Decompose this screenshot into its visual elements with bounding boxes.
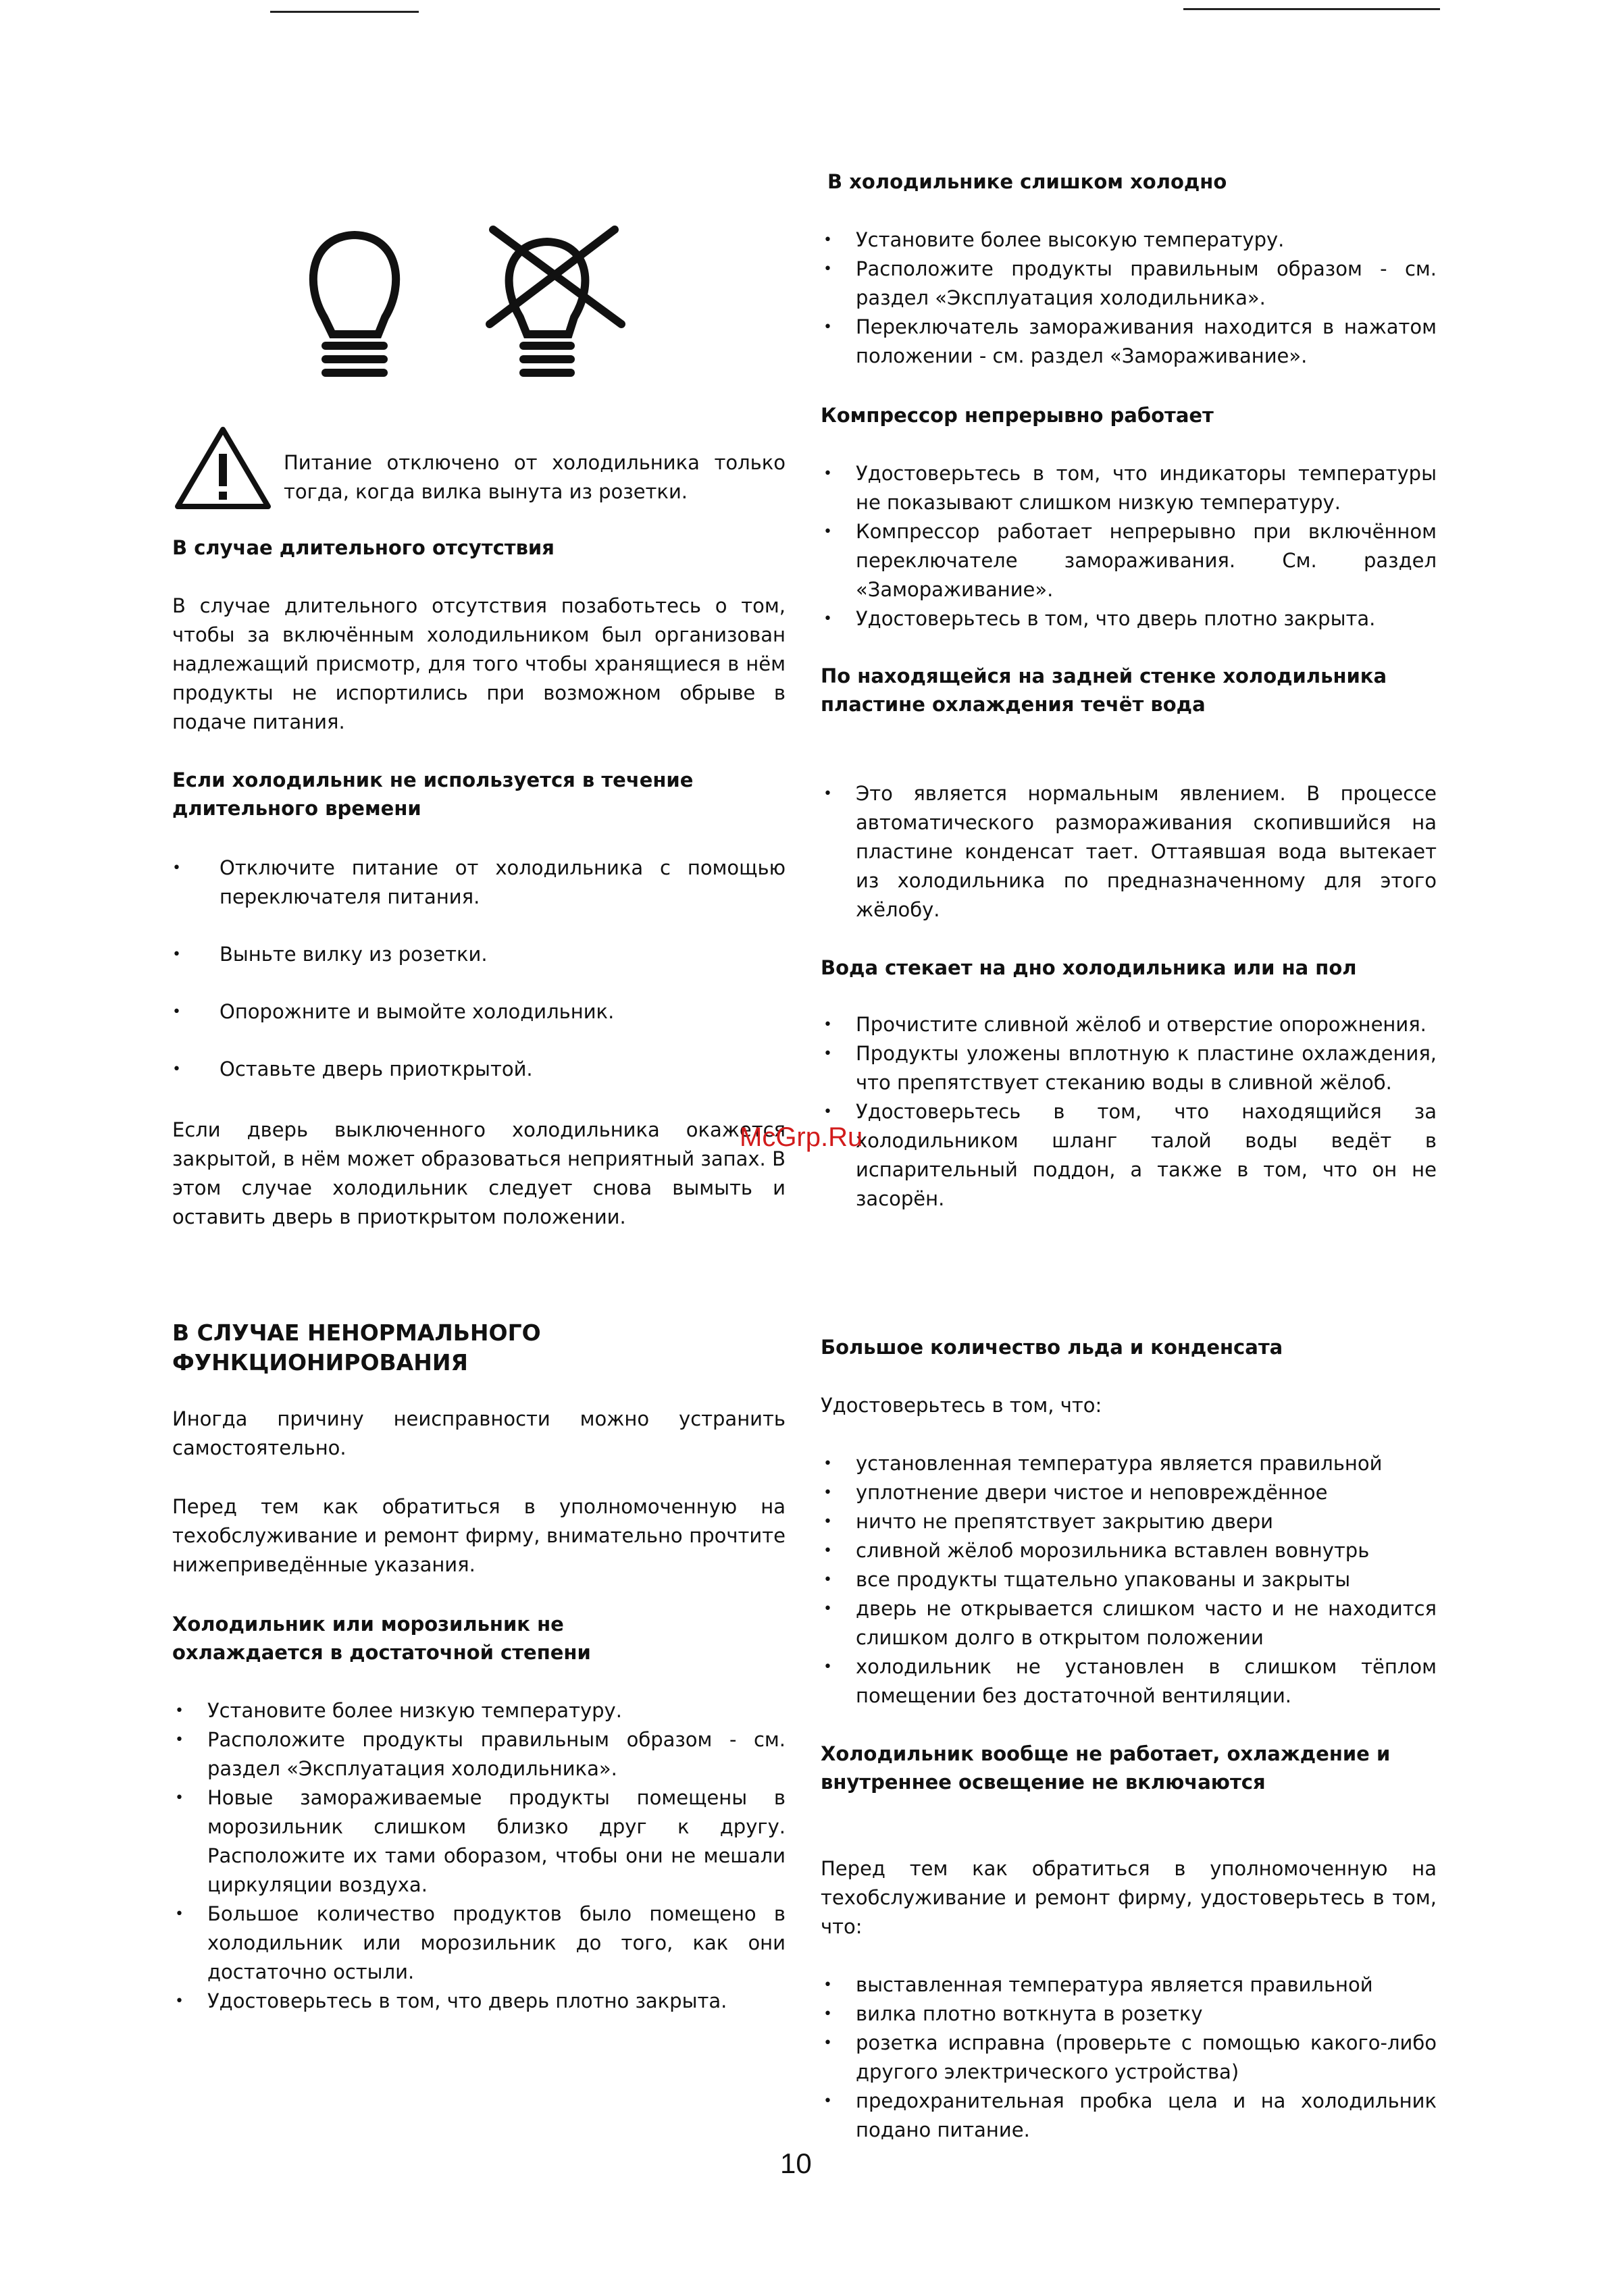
list-item: • розетка исправна (проверьте с помощью какого-либо другого электрического устройства) bbox=[823, 2031, 1437, 2083]
not-working-intro: Перед тем как обратиться в уполномоченную на техобслуживание и ремонт фирму, удостоверьтесь в том, что: bbox=[821, 1857, 1437, 1938]
list-item: • вилка плотно воткнута в розетку bbox=[823, 2002, 1203, 2025]
unused-heading: Если холодильник не используется в течение длительного времени bbox=[172, 768, 694, 820]
ice-list bbox=[821, 1449, 1437, 1711]
list-item: • Прочистите сливной жёлоб и отверстие опорожнения. bbox=[823, 1013, 1427, 1036]
top-rule-left bbox=[270, 11, 419, 13]
not-cooling-heading: Холодильник или морозильник не охлаждается в достаточной степени bbox=[172, 1613, 591, 1664]
not-working-list bbox=[821, 1971, 1437, 2145]
page-number: 10 bbox=[780, 2147, 812, 2179]
list-item: • предохранительная пробка цела и на холодильник подано питание. bbox=[823, 2089, 1437, 2141]
list-item: • выставленная температура является правильной bbox=[823, 1973, 1373, 1996]
absence-heading: В случае длительного отсутствия bbox=[172, 536, 555, 559]
list-item: • Оставьте дверь приоткрытой. bbox=[172, 1058, 533, 1080]
list-item: • Удостоверьтесь в том, что дверь плотно закрыта. bbox=[175, 1989, 727, 2012]
unused-list bbox=[172, 854, 786, 1112]
rear-water-heading: По находящейся на задней стенке холодильника пластине охлаждения течёт вода bbox=[821, 664, 1387, 716]
too-cold-heading: В холодильнике слишком холодно bbox=[827, 170, 1227, 193]
list-item: • Удостоверьтесь в том, что индикаторы температуры не показывают слишком низкую температуру. bbox=[823, 462, 1437, 514]
list-item: • Большое количество продуктов было помещено в холодильник или морозильник до того, как они достаточно остыли. bbox=[175, 1902, 786, 1983]
list-item: • уплотнение двери чистое и неповреждённое bbox=[823, 1481, 1328, 1504]
warning-triangle-icon bbox=[172, 424, 274, 512]
list-item: • установленная температура является правильной bbox=[823, 1452, 1383, 1475]
list-item: • Отключите питание от холодильника с помощью переключателя питания. bbox=[172, 856, 786, 908]
floor-water-list bbox=[821, 1010, 1437, 1214]
list-item: • Выньте вилку из розетки. bbox=[172, 943, 488, 966]
abnormal-p1: Иногда причину неисправности можно устранить самостоятельно. bbox=[172, 1407, 786, 1459]
list-item: • Удостоверьтесь в том, что дверь плотно закрыта. bbox=[823, 607, 1376, 630]
list-item: • Расположите продукты правильным образом - см. раздел «Эксплуатация холодильника». bbox=[175, 1728, 786, 1780]
bulb-illustration bbox=[297, 223, 648, 392]
bulb-on-icon bbox=[313, 235, 396, 373]
list-item: • Установите более низкую температуру. bbox=[175, 1699, 622, 1722]
rear-water-list bbox=[821, 779, 1437, 924]
list-item: • Продукты уложены вплотную к пластине охлаждения, что препятствует стеканию воды в сливной жёлоб. bbox=[823, 1042, 1437, 1094]
watermark: McGrp.Ru bbox=[740, 1122, 863, 1152]
not-working-heading: Холодильник вообще не работает, охлаждение и внутреннее освещение не включаются bbox=[821, 1742, 1391, 1794]
list-item: • Удостоверьтесь в том, что находящийся за холодильником шланг талой воды ведёт в испарительный поддон, а также в том, что он не засорён. bbox=[823, 1100, 1437, 1210]
list-item: • Компрессор работает непрерывно при включённом переключателе замораживания. См. раздел «Замораживание». bbox=[823, 520, 1437, 601]
list-item: • сливной жёлоб морозильника вставлен вовнутрь bbox=[823, 1539, 1370, 1562]
abnormal-p2: Перед тем как обратиться в уполномоченную на техобслуживание и ремонт фирму, внимательно прочтите нижеприведённые указания. bbox=[172, 1495, 786, 1576]
ice-intro: Удостоверьтесь в том, что: bbox=[821, 1394, 1102, 1417]
bulb-off-icon bbox=[490, 230, 621, 373]
list-item: • ничто не препятствует закрытию двери bbox=[823, 1510, 1273, 1533]
floor-water-heading: Вода стекает на дно холодильника или на пол bbox=[821, 956, 1357, 979]
light-bulb-icons bbox=[297, 223, 648, 392]
list-item: • Переключатель замораживания находится в нажатом положении - см. раздел «Замораживание». bbox=[823, 315, 1437, 367]
list-item: • Новые замораживаемые продукты помещены в морозильник слишком близко друг к другу. Расположите их тами оборазом, чтобы они не мешали циркуляции воздуха. bbox=[175, 1786, 786, 1896]
unused-note: Если дверь выключенного холодильника окажется закрытой, в нём может образоваться неприятный запах. В этом случае холодильник следует снова вымыть и оставить дверь в приоткрытом положении. bbox=[172, 1118, 786, 1228]
list-item: • холодильник не установлен в слишком тёплом помещении без достаточной вентиляции. bbox=[823, 1655, 1437, 1707]
not-cooling-list bbox=[172, 1696, 786, 2016]
list-item: • Опорожните и вымойте холодильник. bbox=[172, 1000, 615, 1023]
list-item: • все продукты тщательно упакованы и закрыты bbox=[823, 1568, 1351, 1591]
ice-heading: Большое количество льда и конденсата bbox=[821, 1336, 1283, 1359]
list-item: • Установите более высокую температуру. bbox=[823, 228, 1285, 251]
compressor-heading: Компрессор непрерывно работает bbox=[821, 404, 1214, 427]
too-cold-list bbox=[821, 226, 1437, 371]
top-rule-right bbox=[1183, 8, 1440, 10]
compressor-list bbox=[821, 459, 1437, 633]
abnormal-heading: В СЛУЧАЕ НЕНОРМАЛЬНОГО ФУНКЦИОНИРОВАНИЯ bbox=[172, 1320, 541, 1376]
absence-body: В случае длительного отсутствия позаботьтесь о том, чтобы за включённым холодильником был организован надлежащий присмотр, для того чтобы хранящиеся в нём продукты не испортились при возможном обрыве в подаче питания. bbox=[172, 594, 786, 733]
warning-text: Питание отключено от холодильника только тогда, когда вилка вынута из розетки. bbox=[284, 451, 786, 503]
list-item: • Расположите продукты правильным образом - см. раздел «Эксплуатация холодильника». bbox=[823, 257, 1437, 309]
list-item: • дверь не открывается слишком часто и не находится слишком долго в открытом положении bbox=[823, 1597, 1437, 1649]
list-item: • Это является нормальным явлением. В процессе автоматического размораживания скопившийся на пластине конденсат тает. Оттаявшая вода вытекает из холодильника по предназначенному для этого жёлобу. bbox=[823, 782, 1437, 921]
